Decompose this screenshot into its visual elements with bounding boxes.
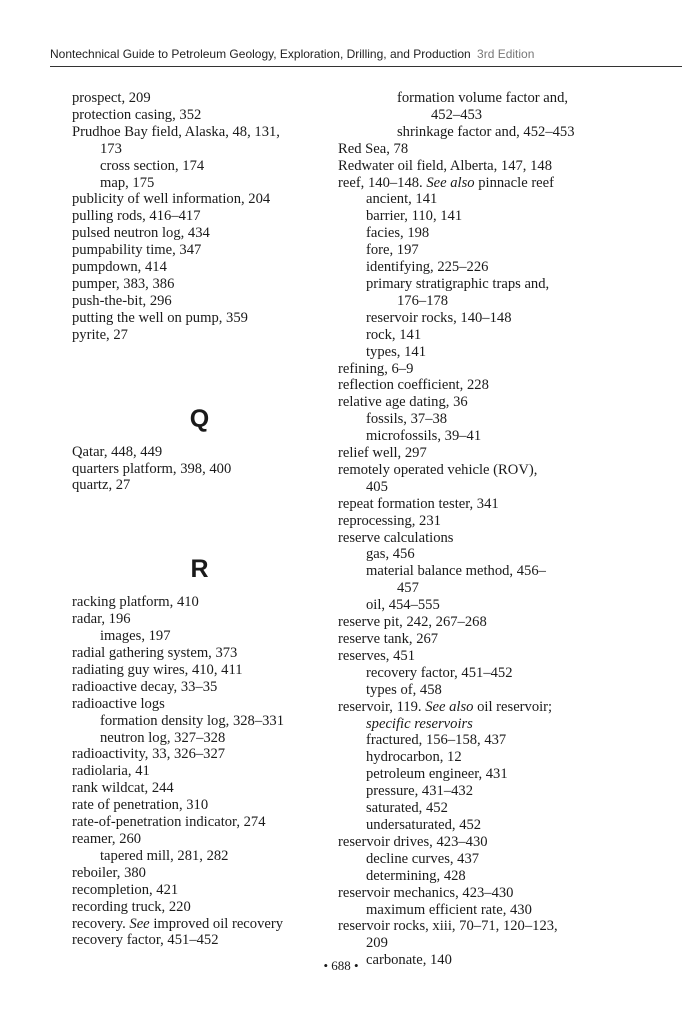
- index-entry: reserve tank, 267: [338, 631, 439, 647]
- index-entry: radial gathering system, 373: [72, 645, 238, 662]
- index-entry: radioactive logs: [72, 695, 165, 712]
- index-entry-continuation: 452–453: [431, 106, 483, 123]
- index-subentry: determining, 428: [366, 867, 466, 884]
- index-entry: relative age dating, 36: [338, 394, 468, 411]
- index-subentry: ancient, 141: [366, 191, 438, 208]
- index-entry: reservoir mechanics, 423–430: [338, 884, 514, 901]
- book-title: Nontechnical Guide to Petroleum Geology, Exploration, Drilling, and Production: [50, 47, 471, 61]
- index-subentry: petroleum engineer, 431: [366, 766, 508, 783]
- index-subentry: saturated, 452: [366, 800, 448, 817]
- index-entry: Redwater oil field, Alberta, 147, 148: [338, 157, 552, 174]
- entry-text: reservoir, 119.: [338, 698, 426, 715]
- index-entry-continuation: 209: [366, 935, 388, 952]
- index-subentry: tapered mill, 281, 282: [100, 847, 229, 864]
- index-entry: recompletion, 421: [72, 881, 179, 898]
- index-subentry: facies, 198: [366, 225, 430, 242]
- index-entry: recording truck, 220: [72, 898, 191, 915]
- index-subentry: carbonate, 140: [366, 952, 452, 969]
- entry-text: pinnacle reef: [474, 174, 554, 191]
- page-number: • 688 •: [323, 958, 359, 973]
- index-subentry: primary stratigraphic traps and,: [366, 275, 550, 292]
- index-subentry: decline curves, 437: [366, 850, 480, 867]
- index-entry: [72, 916, 327, 933]
- index-subentry: hydrocarbon, 12: [366, 749, 462, 766]
- index-entry: prospect, 209: [72, 90, 151, 106]
- section-gap: [72, 344, 327, 394]
- index-entry: radiolaria, 41: [72, 763, 150, 780]
- index-subentry: identifying, 225–226: [366, 259, 489, 276]
- index-entry-continuation: 457: [397, 580, 419, 597]
- index-entry: protection casing, 352: [72, 106, 202, 123]
- index-entry: reservoir rocks, xiii, 70–71, 120–123,: [338, 918, 558, 935]
- index-entry: publicity of well information, 204: [72, 191, 271, 208]
- index-entry: radioactivity, 33, 326–327: [72, 746, 226, 763]
- index-subentry: gas, 456: [366, 546, 415, 563]
- index-entry: putting the well on pump, 359: [72, 309, 248, 326]
- index-subentry: shrinkage factor and, 452–453: [397, 123, 575, 140]
- index-entry: pulsed neutron log, 434: [72, 225, 210, 242]
- entry-text: improved oil recovery: [149, 915, 283, 932]
- index-subentry: maximum efficient rate, 430: [366, 901, 532, 918]
- index-column-right: [338, 90, 608, 969]
- index-subentry: types of, 458: [366, 681, 442, 698]
- index-entry: radiating guy wires, 410, 411: [72, 661, 243, 678]
- index-subentry: fore, 197: [366, 242, 419, 259]
- index-entry: pulling rods, 416–417: [72, 208, 201, 225]
- index-subentry: fossils, 37–38: [366, 411, 448, 428]
- index-subentry: material balance method, 456–: [366, 563, 546, 580]
- cross-ref: See: [129, 915, 150, 932]
- index-entry: radioactive decay, 33–35: [72, 678, 218, 695]
- index-entry: reboiler, 380: [72, 864, 146, 881]
- index-entry: pumper, 383, 386: [72, 275, 175, 292]
- header-rule: [50, 66, 682, 67]
- index-entry: pumpdown, 414: [72, 259, 167, 276]
- edition-label: 3rd Edition: [477, 47, 535, 61]
- index-subentry: images, 197: [100, 628, 171, 645]
- index-entry: reservoir drives, 423–430: [338, 833, 488, 850]
- cross-ref: See also: [425, 698, 474, 715]
- index-entry: Qatar, 448, 449: [72, 443, 163, 460]
- index-entry: Prudhoe Bay field, Alaska, 48, 131,: [72, 123, 280, 140]
- index-entry-continuation: 173: [100, 140, 122, 157]
- index-entry: racking platform, 410: [72, 594, 199, 611]
- index-entry: reflection coefficient, 228: [338, 377, 489, 394]
- index-entry: pyrite, 27: [72, 326, 128, 343]
- index-entry: quartz, 27: [72, 477, 131, 494]
- index-subentry: recovery factor, 451–452: [366, 664, 513, 681]
- index-subentry: oil, 454–555: [366, 597, 440, 614]
- index-subentry: fractured, 156–158, 437: [366, 732, 507, 749]
- index-entry: quarters platform, 398, 400: [72, 460, 232, 477]
- index-entry-continuation: 405: [366, 478, 388, 495]
- index-subentry: map, 175: [100, 174, 155, 191]
- index-entry: Red Sea, 78: [338, 140, 409, 157]
- entry-text: oil reservoir;: [473, 698, 553, 715]
- index-entry: [338, 699, 608, 716]
- index-entry: rate-of-penetration indicator, 274: [72, 814, 266, 831]
- index-entry: recovery factor, 451–452: [72, 932, 219, 949]
- index-subentry: formation density log, 328–331: [100, 712, 285, 729]
- index-entry: [338, 175, 608, 192]
- index-entry: reprocessing, 231: [338, 512, 441, 529]
- entry-text: recovery.: [72, 915, 130, 932]
- index-entry-continuation: 176–178: [397, 292, 449, 309]
- cross-ref: specific reservoirs: [366, 715, 473, 732]
- index-entry: push-the-bit, 296: [72, 292, 172, 309]
- index-subentry: undersaturated, 452: [366, 816, 482, 833]
- index-column-left: [72, 90, 327, 949]
- index-subentry: rock, 141: [366, 326, 422, 343]
- index-entry: reserve calculations: [338, 529, 454, 546]
- index-subentry: barrier, 110, 141: [366, 208, 463, 225]
- index-entry: reserve pit, 242, 267–268: [338, 614, 487, 631]
- index-subentry: [338, 716, 608, 733]
- running-header: [50, 47, 682, 65]
- section-letter-r: R: [190, 555, 209, 584]
- index-subentry: types, 141: [366, 343, 426, 360]
- index-subentry: microfossils, 39–41: [366, 428, 482, 445]
- index-subentry: formation volume factor and,: [397, 90, 569, 106]
- index-entry: repeat formation tester, 341: [338, 495, 499, 512]
- index-entry: radar, 196: [72, 611, 131, 628]
- section-gap: [72, 494, 327, 544]
- index-entry: rate of penetration, 310: [72, 797, 209, 814]
- index-entry: reserves, 451: [338, 647, 415, 664]
- index-subentry: pressure, 431–432: [366, 783, 474, 800]
- index-subentry: reservoir rocks, 140–148: [366, 309, 512, 326]
- index-entry: refining, 6–9: [338, 360, 414, 377]
- index-entry: remotely operated vehicle (ROV),: [338, 461, 538, 478]
- index-subentry: neutron log, 327–328: [100, 729, 226, 746]
- entry-text: reef, 140–148.: [338, 174, 427, 191]
- index-entry: relief well, 297: [338, 445, 427, 462]
- index-entry: pumpability time, 347: [72, 242, 202, 259]
- index-entry: reamer, 260: [72, 831, 142, 847]
- index-entry: rank wildcat, 244: [72, 780, 174, 797]
- section-letter-q: Q: [189, 404, 210, 433]
- index-subentry: cross section, 174: [100, 157, 205, 174]
- cross-ref: See also: [426, 174, 475, 191]
